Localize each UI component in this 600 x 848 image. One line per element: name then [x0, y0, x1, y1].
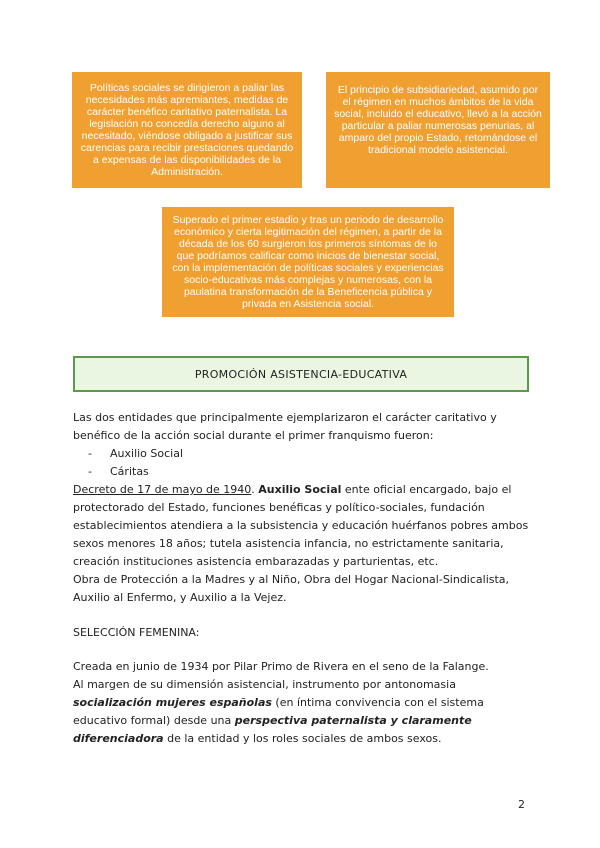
intro-paragraph: Las dos entidades que principalmente ejemplarizaron el carácter caritativo y benéfico de la acción social durante el primer franquismo fueron: [73, 411, 497, 442]
margen-bold-1: socialización mujeres españolas [73, 696, 272, 709]
info-box-welfare-transition: Superado el primer estadio y tras un periodo de desarrollo económico y cierta legitimación del régimen, a partir de la década de los 60 surgieron los primeros síntomas de lo que podríamos calificar como inicios de bienestar social, con la implementación de políticas sociales y experiencias socio-educativas más complejas y numerosas, con la paulatina transformación de la Beneficencia pública y privada en Asistencia social. [162, 207, 454, 317]
decree-date: Decreto de 17 de mayo de 1940 [73, 483, 252, 496]
info-box-social-policies: Políticas sociales se dirigieron a paliar las necesidades más apremiantes, medidas de carácter benéfico caritativo paternalista. La legislación no concedía derecho alguno al necesitado, viéndose obligado a justificar sus carencias para recibir prestaciones quedando a expensas de las disponibilidades de la Administración. [72, 72, 302, 188]
info-box-subsidiarity: El principio de subsidiariedad, asumido por el régimen en muchos ámbitos de la vida social, incluido el educativo, llevó a la acción particular a paliar numerosas penurias, al amparo del propio Estado, retomándose el tradicional modelo asistencial. [326, 72, 550, 188]
margen-paragraph [73, 676, 533, 748]
decree-punct: . [251, 483, 255, 496]
list-item-label: Auxilio Social [110, 447, 184, 460]
list-item-label: Cáritas [110, 465, 149, 478]
section-heading: PROMOCIÓN ASISTENCIA-EDUCATIVA [194, 367, 408, 381]
margen-bold-2: perspectiva paternalista y claramente diferenciadora [73, 714, 472, 745]
seccion-femenina-title: SELECCIÓN FEMENINA: [73, 626, 200, 639]
margen-text-3: de la entidad y los roles sociales de ambos sexos. [163, 732, 442, 745]
decree-text: ente oficial encargado, bajo el protectorado del Estado, funciones benéficas y político-sociales, fundación establecimientos atendiera a la subsistencia y educación huérfanos pobres ambos sexos menores 18 años; tutela asistencia infancia, no estrictamente sanitaria, creación instituciones asistencia embarazadas y parturientas, etc. [73, 483, 529, 568]
list-bullet: - [88, 447, 92, 460]
margen-text-1: Al margen de su dimensión asistencial, instrumento por antonomasia [73, 678, 456, 691]
creada-paragraph: Creada en junio de 1934 por Pilar Primo de Rivera en el seno de la Falange. [73, 660, 489, 673]
obra-paragraph: Obra de Protección a la Madres y al Niño, Obra del Hogar Nacional-Sindicalista, Auxilio al Enfermo, y Auxilio a la Vejez. [73, 573, 510, 604]
list-item [88, 445, 548, 463]
section-heading-box [73, 356, 529, 392]
decree-paragraph [73, 481, 533, 571]
margen-text-2: (en íntima convivencia con el sistema educativo formal) desde una [73, 696, 484, 727]
list-item [88, 463, 548, 481]
decree-entity: Auxilio Social [258, 483, 342, 496]
list-bullet: - [88, 465, 92, 478]
entity-list [88, 445, 548, 481]
page-number: 2 [518, 798, 525, 811]
